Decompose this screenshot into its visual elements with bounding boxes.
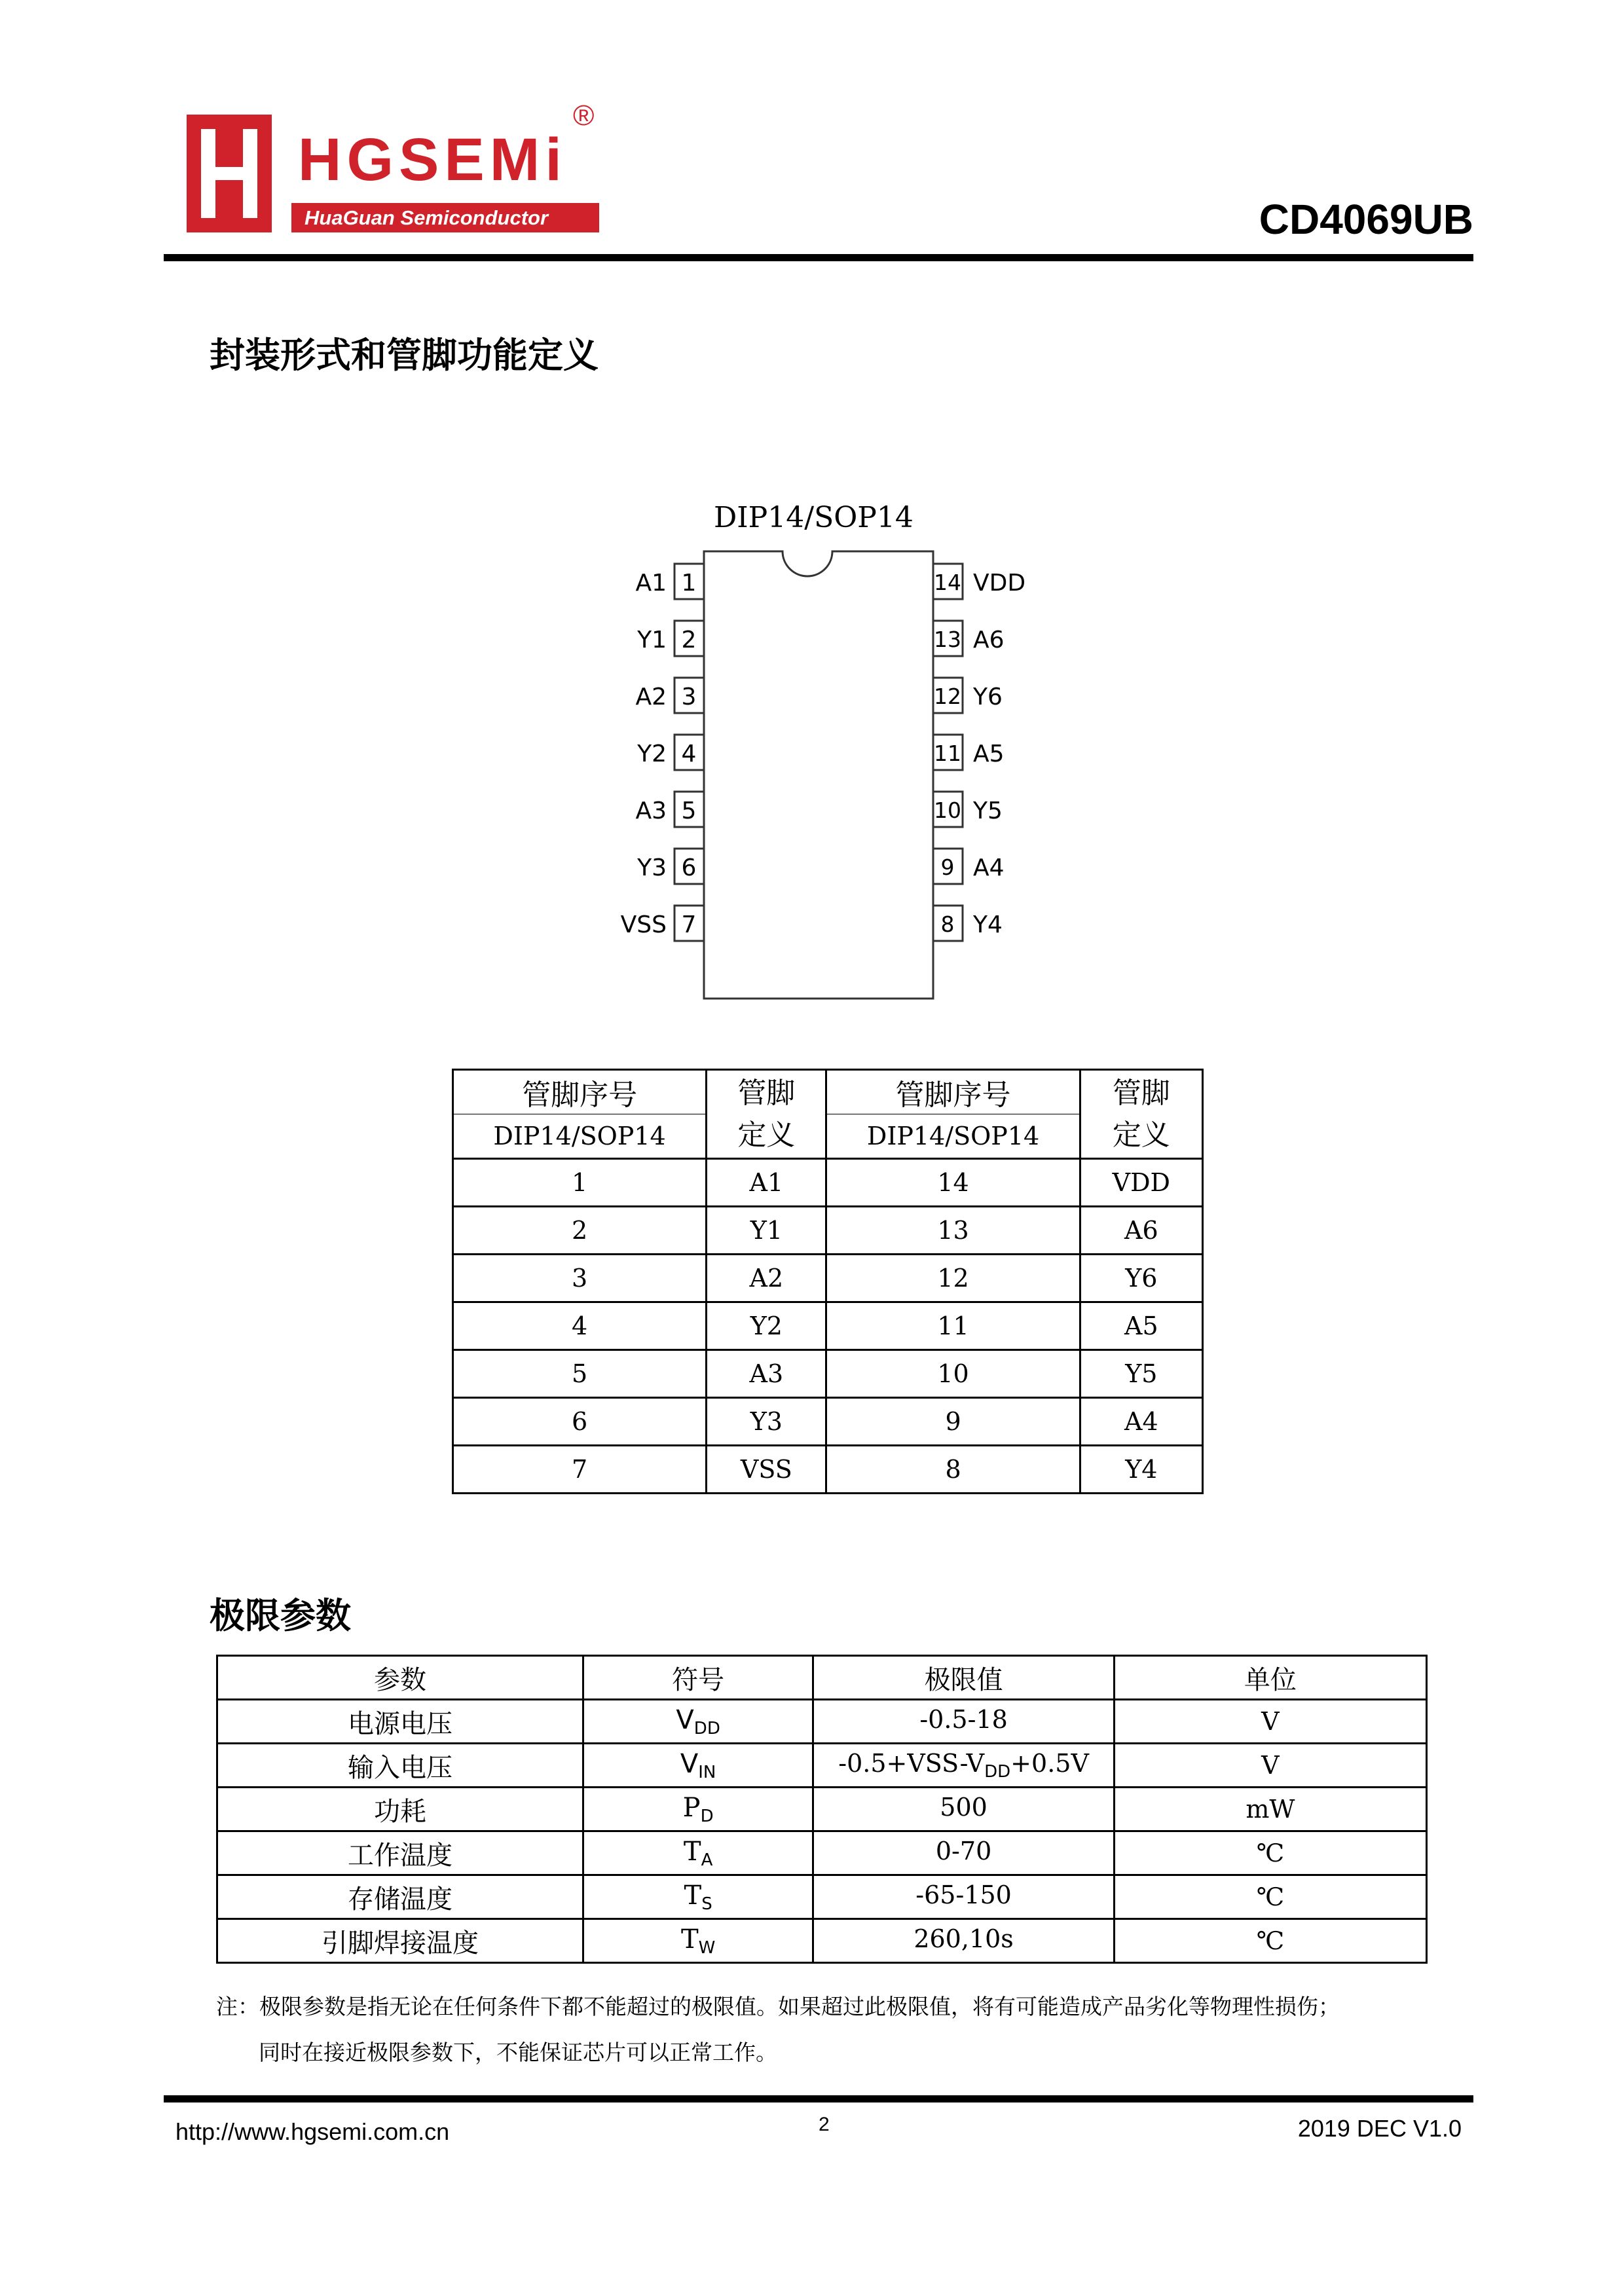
pin-13-number: 13 — [934, 627, 961, 652]
limits-symbol-sub: W — [698, 1937, 716, 1958]
limits-header-value: 极限值 — [813, 1656, 1114, 1700]
pin-2-label: Y1 — [637, 627, 667, 653]
limits-unit: V — [1114, 1744, 1426, 1788]
registered-mark: ® — [573, 100, 595, 132]
pin-table-col1-header: 管脚序号 — [453, 1070, 707, 1114]
limits-symbol — [583, 1919, 813, 1963]
pin-table-row — [453, 1350, 1203, 1398]
pin-table-cell: Y2 — [707, 1302, 826, 1350]
limits-symbol — [583, 1744, 813, 1788]
limits-value — [813, 1831, 1114, 1875]
limits-param: 功耗 — [217, 1788, 583, 1831]
limits-symbol-sub: A — [701, 1850, 713, 1870]
pin-table-cell: 4 — [453, 1302, 707, 1350]
pin-8-number: 8 — [940, 911, 955, 937]
pin-8-label: Y4 — [973, 911, 1003, 938]
pin-6-number: 6 — [681, 854, 697, 881]
pin-table-col4-header — [1080, 1070, 1202, 1159]
limits-value — [813, 1875, 1114, 1919]
limits-symbol-main: T — [684, 1880, 702, 1911]
pin-3-label: A2 — [635, 684, 667, 710]
pin-13-label: A6 — [973, 627, 1005, 653]
pin-table-cell: Y4 — [1080, 1446, 1202, 1494]
limits-symbol-sub: IN — [698, 1762, 716, 1782]
part-number: CD4069UB — [1259, 196, 1473, 243]
pin-table-cell: 7 — [453, 1446, 707, 1494]
pin-table-cell: A1 — [707, 1159, 826, 1207]
pin-table-cell: 5 — [453, 1350, 707, 1398]
pin-5-number: 5 — [681, 798, 697, 824]
pin-table-cell: Y6 — [1080, 1255, 1202, 1302]
limits-row — [217, 1875, 1427, 1919]
pin-2-number: 2 — [681, 627, 697, 653]
limits-param: 输入电压 — [217, 1744, 583, 1788]
limits-param: 电源电压 — [217, 1700, 583, 1744]
limits-table — [216, 1655, 1428, 1964]
limits-symbol-main: P — [682, 1792, 701, 1823]
brand-name: HGSEMi — [298, 126, 567, 193]
pin-table-col2-header — [707, 1070, 826, 1159]
limits-symbol-sub: DD — [693, 1718, 720, 1738]
limits-symbol — [583, 1700, 813, 1744]
pin-table-cell: A4 — [1080, 1398, 1202, 1446]
pin-table-row — [453, 1398, 1203, 1446]
pin-table-cell: 11 — [826, 1302, 1080, 1350]
limits-symbol — [583, 1875, 813, 1919]
pin-table-cell: 2 — [453, 1207, 707, 1255]
limits-unit: mW — [1114, 1788, 1426, 1831]
limits-symbol-main: V — [680, 1748, 699, 1779]
pin-table-cell: 10 — [826, 1350, 1080, 1398]
pin-14-number: 14 — [934, 570, 961, 595]
pin-table-cell: 1 — [453, 1159, 707, 1207]
pinout-diagram — [589, 543, 1061, 1015]
ic-body — [704, 551, 933, 999]
limits-value — [813, 1788, 1114, 1831]
pin-table-cell: Y5 — [1080, 1350, 1202, 1398]
pin-7-label: VSS — [620, 911, 667, 938]
pin-table-cell: Y3 — [707, 1398, 826, 1446]
limits-value — [813, 1700, 1114, 1744]
pin-table-cell: 6 — [453, 1398, 707, 1446]
limits-unit: ℃ — [1114, 1919, 1426, 1963]
limits-value-main: -0.5-18 — [919, 1705, 1008, 1734]
pin-table-cell: A5 — [1080, 1302, 1202, 1350]
footer-url[interactable]: http://www.hgsemi.com.cn — [175, 2118, 450, 2145]
limits-symbol-sub: S — [701, 1894, 712, 1914]
pin-table-row — [453, 1159, 1203, 1207]
pin-table-col1-sub: DIP14/SOP14 — [453, 1114, 707, 1159]
footer-rule — [164, 2095, 1473, 2102]
pin-12-label: Y6 — [973, 684, 1003, 710]
header-rule — [164, 254, 1473, 261]
pin-10-label: Y5 — [973, 798, 1003, 824]
pin-table-cell: VDD — [1080, 1159, 1202, 1207]
limits-header-symbol: 符号 — [583, 1656, 813, 1700]
limits-row — [217, 1700, 1427, 1744]
pin-table-cell: 9 — [826, 1398, 1080, 1446]
limits-value — [813, 1744, 1114, 1788]
footer-version: 2019 DEC V1.0 — [1297, 2115, 1462, 2142]
limits-row — [217, 1744, 1427, 1788]
pin-table-cell: VSS — [707, 1446, 826, 1494]
pin-6-label: Y3 — [637, 854, 667, 881]
limits-symbol-main: T — [683, 1836, 701, 1867]
limits-row — [217, 1788, 1427, 1831]
limits-header-unit: 单位 — [1114, 1656, 1426, 1700]
pin-table-col3-sub: DIP14/SOP14 — [826, 1114, 1080, 1159]
pin-9-number: 9 — [940, 854, 955, 880]
pin-table-row — [453, 1207, 1203, 1255]
pin-10-number: 10 — [934, 798, 961, 823]
pin-12-number: 12 — [934, 684, 961, 709]
pin-table-col3-header: 管脚序号 — [826, 1070, 1080, 1114]
limits-value-sub: DD — [984, 1762, 1011, 1782]
limits-unit: V — [1114, 1700, 1426, 1744]
pin-4-number: 4 — [681, 741, 697, 767]
pin-table-row — [453, 1446, 1203, 1494]
pin-table-col4-header-l1: 管脚 — [1112, 1076, 1170, 1110]
pin-14-label: VDD — [973, 570, 1026, 597]
limits-symbol-sub: D — [700, 1806, 714, 1826]
pin-table-col2-header-l2: 定义 — [737, 1118, 796, 1152]
limits-note-line1: 注：极限参数是指无论在任何条件下都不能超过的极限值。如果超过此极限值，将有可能造成产品劣化等物理性损伤； — [216, 1994, 1340, 2019]
pin-3-number: 3 — [681, 684, 697, 710]
limits-param: 工作温度 — [217, 1831, 583, 1875]
limits-param: 存储温度 — [217, 1875, 583, 1919]
pin-table-row — [453, 1302, 1203, 1350]
pin-table-cell: 3 — [453, 1255, 707, 1302]
section-title-package: 封装形式和管脚功能定义 — [210, 335, 599, 376]
logo-mark — [187, 115, 272, 232]
pin-9-label: A4 — [973, 854, 1005, 881]
pin-4-label: Y2 — [637, 741, 667, 767]
limits-symbol-main: V — [676, 1704, 694, 1735]
pin-table-cell: A2 — [707, 1255, 826, 1302]
limits-value — [813, 1919, 1114, 1963]
limits-value-main: -0.5+VSS-V — [838, 1749, 985, 1778]
limits-value-main: 0-70 — [935, 1837, 992, 1865]
pin-11-label: A5 — [973, 741, 1005, 767]
limits-value-tail: +0.5V — [1010, 1749, 1089, 1778]
pin-1-label: A1 — [635, 570, 667, 597]
pin-table-cell: A3 — [707, 1350, 826, 1398]
pin-table-cell: Y1 — [707, 1207, 826, 1255]
limits-param: 引脚焊接温度 — [217, 1919, 583, 1963]
limits-symbol — [583, 1788, 813, 1831]
pin-table-cell: 14 — [826, 1159, 1080, 1207]
limits-header-param: 参数 — [217, 1656, 583, 1700]
pin-table-cell: A6 — [1080, 1207, 1202, 1255]
footer-page-number: 2 — [819, 2114, 830, 2135]
pin-table-col2-header-l1: 管脚 — [737, 1076, 796, 1110]
limits-value-main: 500 — [940, 1793, 987, 1822]
limits-symbol — [583, 1831, 813, 1875]
pin-table — [452, 1069, 1204, 1494]
pin-7-number: 7 — [681, 911, 697, 938]
limits-symbol-main: T — [680, 1924, 699, 1955]
pin-table-row — [453, 1255, 1203, 1302]
limits-value-main: -65-150 — [915, 1881, 1012, 1909]
pin-5-label: A3 — [635, 798, 667, 824]
pin-table-cell: 8 — [826, 1446, 1080, 1494]
pin-table-cell: 13 — [826, 1207, 1080, 1255]
pin-1-number: 1 — [681, 570, 697, 597]
section-title-limits: 极限参数 — [210, 1595, 351, 1636]
brand-subtitle: HuaGuan Semiconductor — [291, 203, 599, 232]
diagram-title: DIP14/SOP14 — [714, 501, 913, 534]
pin-table-col4-header-l2: 定义 — [1112, 1118, 1170, 1152]
limits-unit: ℃ — [1114, 1831, 1426, 1875]
limits-value-main: 260,10s — [913, 1924, 1014, 1953]
pin-11-number: 11 — [934, 741, 961, 766]
pin-table-cell: 12 — [826, 1255, 1080, 1302]
limits-row — [217, 1919, 1427, 1963]
limits-note-line2: 同时在接近极限参数下，不能保证芯片可以正常工作。 — [259, 2040, 777, 2065]
limits-row — [217, 1831, 1427, 1875]
limits-unit: ℃ — [1114, 1875, 1426, 1919]
